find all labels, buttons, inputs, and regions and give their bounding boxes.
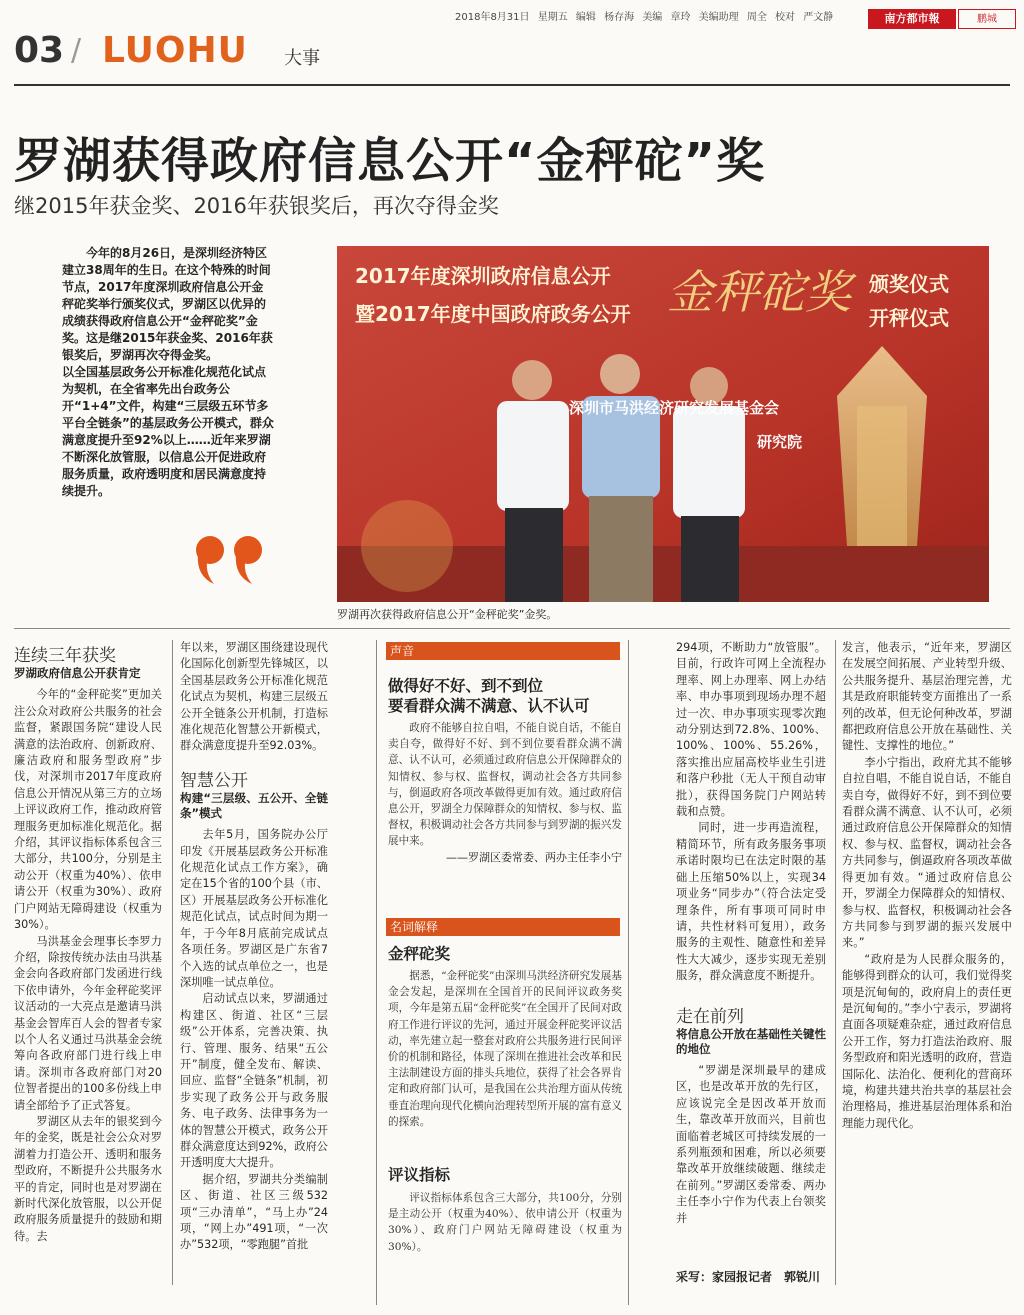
- quote-text: 政府不能够自拉自唱，不能自说自话，不能自卖自夸，做得好不好、到不到位要看群众满不满意、认不认可，必须通过政府信息公开保障群众的知情权、参与权、监督权，调动社会各方共同参与，倒逼政府各项改革做得更加有效。通过政府信息公开，罗湖全力保障群众的知情权、参与权、监督权，积极调动社会各方共同参与到罗湖的振兴发展中来。: [388, 722, 622, 848]
- banner-line-2: 暨2017年度中国政府政务公开: [355, 302, 631, 326]
- meta-label: 编辑: [575, 12, 596, 23]
- quote-box-header: 声音: [386, 642, 620, 660]
- article-column-5: [842, 640, 1012, 1132]
- meta-label: 美编: [642, 12, 663, 23]
- lead-paragraph: 今年的8月26日，是深圳经济特区建立38周年的生日。在这个特殊的时间节点，2017年度深圳政府信息公开金秤砣奖举行颁奖仪式，罗湖区以优异的成绩获得政府信息公开“金秤砣奖”金奖。这是继2015年获金奖、2016年获银奖后，罗湖再次夺得金奖。: [62, 246, 273, 362]
- banner-right-1: 颁奖仪式: [869, 272, 949, 296]
- banner-line-1: 2017年度深圳政府信息公开: [355, 264, 611, 288]
- meta-label: 美编助理: [698, 12, 739, 23]
- meta-value: 周全: [746, 12, 767, 23]
- criteria-title: 评议指标: [388, 1166, 451, 1184]
- body-paragraph: 据介绍，罗湖共分类编制区、街道、社区三级532项“三办清单”，“马上办”24项，“网上办”491项，“一次办”532项，“零跑腿”首批: [180, 1172, 328, 1252]
- article-column-2: [180, 640, 328, 1254]
- body-paragraph: 年以来，罗湖区围绕建设现代化国际化创新型先锋城区，以全国基层政务公开标准化规范化试点为契机，构建三层级五公开全链条公开机制，打造标准化规范化智慧公开新模式，群众满意度提升至92.03%。: [180, 641, 328, 753]
- backdrop-text: 深圳市马洪经济研究发展基金会: [569, 399, 780, 417]
- body-paragraph: 发言，他表示，“近年来，罗湖区在发展空间拓展、产业转型升级、公共服务提升、基层治理完善，尤其是政府职能转变方面推出了一系列的改革，但无论何种改革，罗湖都把政府信息公开放在基础性、关键性、支撑性的地位。”: [842, 641, 1012, 753]
- date: 2018年8月31日: [455, 12, 530, 23]
- article-column-4: [676, 640, 826, 1227]
- section-subheading: 构建“三层级、五公开、全链条”模式: [180, 791, 328, 821]
- glossary-text: 据悉，“金秤砣奖”由深圳马洪经济研究发展基金会发起，是深圳在全国首开的民间评议政务奖项，今年是第五届“金秤砣奖”在全国开了民间对政府工作进行评议的先河，通过开展金秤砣奖评议活动，率先建立起一整套对政府公共服务进行民间评价的机制和路径，体现了深圳在推进社会改革和民主法制建设方面的排头兵地位，获得了社会各界肯定和政府部门认可，是我国在公共治理方面从传统垂直治理向现代化横向治理转型所开展的富有意义的探索。: [388, 970, 622, 1128]
- column-rule: [835, 640, 836, 1285]
- meta-label: 校对: [775, 12, 796, 23]
- quote-mark-icon: [192, 528, 272, 588]
- subheadline: 继2015年获金奖、2016年获银奖后，再次夺得金奖: [14, 194, 499, 218]
- body-paragraph: 同时，进一步再造流程，精简环节，所有政务服务事项承诺时限均已在法定时限的基础上压缩50%以上，实现34项业务“同步办”（符合法定受理条件，所有事项可同时申请，共性材料可复用），政务服务的主观性、随意性和差异性大大减少，逐步实现无差别服务，群众满意度不断提升。: [676, 821, 826, 983]
- glossary-body: [388, 968, 622, 1130]
- column-rule: [376, 640, 377, 1305]
- headline: 罗湖获得政府信息公开“金秤砣”奖: [14, 133, 766, 189]
- edition-logo: 鹏城: [958, 9, 1016, 29]
- section-name: LUOHU: [102, 30, 248, 71]
- body-paragraph: 马洪基金会理事长李罗力介绍，除按传统办法由马洪基金会向各政府部门发函进行线下依申请外，今年金秤砣奖评议活动的一大亮点是邀请马洪基金会智库百人会的智者专家以个人名义通过马洪基金会统筹向各政府部门进行线上申请。深圳市各政府部门对20位智者提出的100多份线上申请全部给予了正式答复。: [14, 934, 162, 1112]
- lead-paragraphs: [62, 245, 274, 500]
- body-paragraph: “政府是为人民群众服务的，能够得到群众的认可，我们觉得奖项是沉甸甸的，政府肩上的责任更是沉甸甸的。”李小宁表示，罗湖将直面各项疑难杂症，通过政府信息公开工作，努力打造法治政府、服务型政府和阳光透明的政府，营造国际化、法治化、便利化的营商环境，构建共建共治共享的基层社会治理格局，推进基层治理体系和治理能力现代化。: [842, 952, 1012, 1130]
- photo-caption: 罗湖再次获得政府信息公开“金秤砣奖”金奖。: [337, 608, 558, 621]
- newspaper-logo: 南方都市報: [868, 9, 956, 29]
- glossary-box-header: 名词解释: [386, 918, 620, 936]
- banner-right-2: 开秤仪式: [869, 306, 949, 330]
- body-paragraph: 启动试点以来，罗湖通过构建区、街道、社区“三层级”公开体系，完善决策、执行、管理、服务、结果“五公开”制度，健全发布、解读、回应、监督“全链条”机制，初步实现了政务公开与政务服务、电子政务、法律事务为一体的智慧公开模式，政务公开群众满意度达到92%，政府公开透明度大大提升。: [180, 992, 328, 1170]
- section-heading: 走在前列: [676, 1006, 744, 1027]
- column-rule: [628, 640, 629, 1305]
- body-paragraph: 294项，不断助力“放管服”。目前，行政许可网上全流程办理率、网上办理率、网上办结率、申办事项到现场办理不超过一次、申办事项实现零次跑动分别达到72.8%、100%、100%、100%、55.26%，落实推出应届高校毕业生引进和落户秒批（无人干预自动审批），获得国务院门户网站转载和点赞。: [676, 641, 826, 819]
- byline: 采写：家园报记者 郭锐川: [676, 1270, 821, 1284]
- section-divider: [14, 628, 1010, 629]
- column-rule: [172, 640, 173, 1285]
- body-paragraph: 罗湖区从去年的银奖到今年的金奖，既是社会公众对罗湖着力打造公开、透明和服务型政府，不断提升公共服务水平的肯定，同时也是对罗湖在新时代深化放管服，以公开促政府服务质量提升的鼓励和期待。去: [14, 1114, 162, 1243]
- banner-art-title: 金秤砣奖: [667, 265, 851, 319]
- weekday: 星期五: [537, 12, 568, 23]
- separator-slash: /: [71, 33, 82, 68]
- meta-value: 严文静: [803, 12, 834, 23]
- meta-value: 章玲: [670, 12, 691, 23]
- backdrop-text: 研究院: [757, 433, 803, 451]
- quote-box-title: 做得好不好、到不到位 要看群众满不满意、认不认可: [388, 677, 590, 715]
- page-number: 03: [14, 30, 65, 71]
- award-ceremony-photo: [337, 246, 989, 602]
- section-subheading: 将信息公开放在基础性关键性的地位: [676, 1026, 826, 1056]
- glossary-term: 金秤砣奖: [388, 945, 451, 963]
- body-paragraph: “罗湖是深圳最早的建成区，也是改革开放的先行区，应该说完全是因改革开放而生，靠改革开放而兴，目前也面临着老城区可持续发展的一系列瓶颈和困难，所以必须要靠改革开放继续破题、继续走在前列。”罗湖区委常委、两办主任李小宁作为代表上台领奖并: [676, 1063, 826, 1225]
- quote-attribution: ——罗湖区委常委、两办主任李小宁: [446, 850, 622, 864]
- body-paragraph: 今年的“金秤砣奖”更加关注公众对政府公共服务的社会监督，紧跟国务院“建设人民满意的法治政府、创新政府、廉洁政府和服务型政府”步伐，对深圳市2017年度政府信息公开情况从第三方的立场上评议政府工作，推动政府管理服务更加标准化规范化。据介绍，其评议指标体系包含三大部分，共100分，分别是主动公开（权重为40%）、依申请公开（权重为30%）、政府门户网站无障碍建设（权重为30%）。: [14, 688, 162, 932]
- criteria-text: 评议指标体系包含三大部分，共100分，分别是主动公开（权重为40%）、依申请公开（权重为30%）、政府门户网站无障碍建设（权重为30%）。: [388, 1192, 622, 1253]
- body-paragraph: 李小宁指出，政府尤其不能够自拉自唱，不能自说自话，不能自卖自夸，做得好不好，到不到位要看群众满不满意、认不认可，必须通过政府信息公开保障群众的知情权、参与权、监督权，调动社会各方共同参与，倒逼政府各项改革做得更加有效。“通过政府信息公开，罗湖全力保障群众的知情权、参与权、监督权，积极调动社会各方共同参与到罗湖的振兴发展中来。”: [842, 755, 1012, 950]
- quote-box-body: [388, 720, 622, 866]
- article-column-1: [14, 644, 162, 1245]
- section-heading: 智慧公开: [180, 770, 248, 791]
- header-rule: [14, 84, 1010, 86]
- body-paragraph: 去年5月，国务院办公厅印发《开展基层政务公开标准化规范化试点工作方案》，确定在15个省的100个县（市、区）开展基层政务公开标准化规范化试点，试点时间为期一年，于今年8月底前完成试点各项任务。罗湖区是广东省7个入选的试点单位之一，也是深圳唯一试点单位。: [180, 828, 328, 989]
- criteria-body: [388, 1190, 622, 1255]
- meta-value: 杨存海: [604, 12, 635, 23]
- section-subheading: 罗湖政府信息公开获肯定: [14, 666, 141, 681]
- section-heading: 连续三年获奖: [14, 646, 116, 666]
- lead-paragraph: 以全国基层政务公开标准化规范化试点为契机，在全省率先出台政务公开“1+4”文件，构建“三层级五环节多平台全链条”的基层政务公开模式，群众满意度提升至92%以上……近年来罗湖不断深化放管服，以信息公开促进政府服务质量，政府透明度和居民满意度持续提升。: [62, 365, 274, 498]
- section-subtitle: 大事: [284, 48, 320, 69]
